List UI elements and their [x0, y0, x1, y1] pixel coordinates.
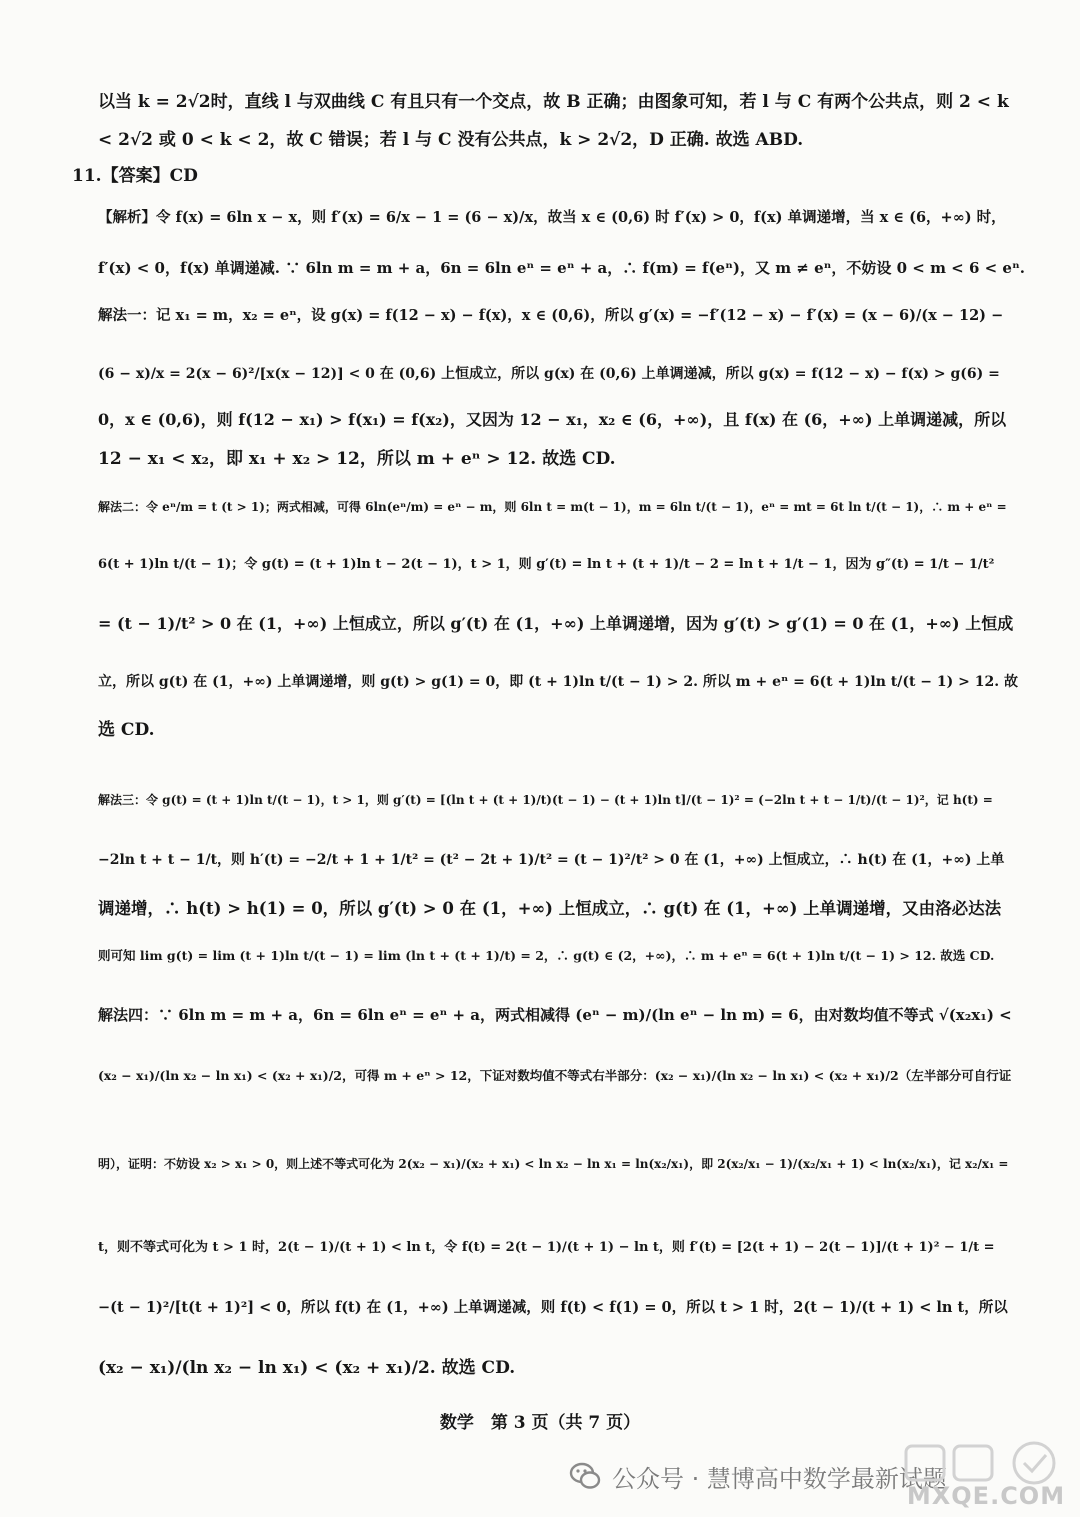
line-12: 立，所以 g(t) 在 (1，+∞) 上单调递增，则 g(t) > g(1) = 0，即 (t + 1)ln t/(t − 1) > 2. 所以 m + eⁿ = 6(t + 1)ln t/(t − 1) > 12. 故	[98, 674, 1018, 690]
line-20: 明），证明：不妨设 x₂ > x₁ > 0，则上述不等式可化为 2(x₂ − x₁)/(x₂ + x₁) < ln x₂ − ln x₁ = ln(x₂/x₁)，即 2(x₂/x₁ − 1)/(x₂/x₁ + 1) < ln(x₂/x₁)，记 x₂/x₁ =	[98, 1157, 1009, 1171]
page-footer: 数学 第 3 页（共 7 页）	[439, 1413, 641, 1433]
line-7: 0，x ∈ (0,6)，则 f(12 − x₁) > f(x₁) = f(x₂)，又因为 12 − x₁，x₂ ∈ (6，+∞)，且 f(x) 在 (6，+∞) 上单调递减，所以	[98, 410, 1007, 429]
wechat-icon	[568, 1459, 602, 1493]
line-8: 12 − x₁ < x₂，即 x₁ + x₂ > 12，所以 m + eⁿ > 12. 故选 CD.	[98, 449, 616, 469]
line-23: (x₂ − x₁)/(ln x₂ − ln x₁) < (x₂ + x₁)/2. 故选 CD.	[98, 1358, 516, 1378]
stamp-logo-icon	[898, 1440, 1074, 1486]
line-17: 则可知 lim g(t) = lim (t + 1)ln t/(t − 1) = lim (ln t + (t + 1)/t) = 2，∴ g(t) ∈ (2，+∞)，∴ m + eⁿ = 6(t + 1)ln t/(t − 1) > 12. 故选 CD.	[98, 948, 995, 963]
line-14: 解法三：令 g(t) = (t + 1)ln t/(t − 1)，t > 1，则 g′(t) = [(ln t + (t + 1)/t)(t − 1) − (t + 1)ln t]/(t − 1)² = (−2ln t + t − 1/t)/(t − 1)²，记 h(t) =	[98, 793, 993, 807]
watermark	[568, 1456, 947, 1496]
line-1: 以当 k = 2√2时，直线 l 与双曲线 C 有且只有一个交点，故 B 正确；由图象可知，若 l 与 C 有两个公共点，则 2 < k	[98, 92, 1009, 112]
line-19: (x₂ − x₁)/(ln x₂ − ln x₁) < (x₂ + x₁)/2，可得 m + eⁿ > 12，下证对数均值不等式右半部分：(x₂ − x₁)/(ln x₂ − ln x₁) < (x₂ + x₁)/2（左半部分可自行证	[98, 1068, 1012, 1083]
line-10: 6(t + 1)ln t/(t − 1)；令 g(t) = (t + 1)ln t − 2(t − 1)，t > 1，则 g′(t) = ln t + (t + 1)/t − 2 = ln t + 1/t − 1，因为 g″(t) = 1/t − 1/t²	[98, 557, 995, 572]
line-15: −2ln t + t − 1/t，则 h′(t) = −2/t + 1 + 1/t² = (t² − 2t + 1)/t² = (t − 1)²/t² > 0 在 (1，+∞) 上恒成立，∴ h(t) 在 (1，+∞) 上单	[98, 852, 1005, 868]
line-11: = (t − 1)/t² > 0 在 (1，+∞) 上恒成立，所以 g′(t) 在 (1，+∞) 上单调递增，因为 g′(t) > g′(1) = 0 在 (1，+∞) 上恒成	[98, 614, 1014, 633]
line-3: 【解析】令 f(x) = 6ln x − x，则 f′(x) = 6/x − 1 = (6 − x)/x，故当 x ∈ (0,6) 时 f′(x) > 0，f(x) 单调递增，当 x ∈ (6，+∞) 时，	[98, 209, 1006, 226]
question-11-answer: 11.【答案】CD	[72, 166, 198, 186]
line-18: 解法四：∵ 6ln m = m + a，6n = 6ln eⁿ = eⁿ + a，两式相减得 (eⁿ − m)/(ln eⁿ − ln m) = 6，由对数均值不等式 √(x₂x₁) <	[98, 1006, 1012, 1024]
line-2: < 2√2 或 0 < k < 2，故 C 错误；若 l 与 C 没有公共点，k > 2√2，D 正确. 故选 ABD.	[98, 130, 804, 150]
stamp-text: MXQE.COM	[906, 1482, 1066, 1510]
line-22: −(t − 1)²/[t(t + 1)²] < 0，所以 f(t) 在 (1，+∞) 上单调递减，则 f(t) < f(1) = 0，所以 t > 1 时，2(t − 1)/(t + 1) < ln t，所以	[98, 1299, 1008, 1316]
line-16: 调递增，∴ h(t) > h(1) = 0，所以 g′(t) > 0 在 (1，+∞) 上恒成立，∴ g(t) 在 (1，+∞) 上单调递增，又由洛必达法	[98, 899, 1002, 918]
line-9: 解法二：令 eⁿ/m = t (t > 1)；两式相减，可得 6ln(eⁿ/m) = eⁿ − m，则 6ln t = m(t − 1)，m = 6ln t/(t − 1)，eⁿ = mt = 6t ln t/(t − 1)，∴ m + eⁿ =	[98, 500, 1007, 514]
stamp-watermark	[898, 1440, 1074, 1514]
watermark-text: 公众号 · 慧博高中数学最新试题	[612, 1464, 947, 1493]
line-13: 选 CD.	[98, 720, 155, 740]
line-5: 解法一：记 x₁ = m，x₂ = eⁿ，设 g(x) = f(12 − x) − f(x)，x ∈ (0,6)，所以 g′(x) = −f′(12 − x) − f′(x) = (x − 6)/(x − 12) −	[98, 307, 1004, 324]
line-21: t，则不等式可化为 t > 1 时，2(t − 1)/(t + 1) < ln t，令 f(t) = 2(t − 1)/(t + 1) − ln t，则 f′(t) = [2(t + 1) − 2(t − 1)]/(t + 1)² − 1/t =	[98, 1240, 995, 1255]
line-4: f′(x) < 0，f(x) 单调递减. ∵ 6ln m = m + a，6n = 6ln eⁿ = eⁿ + a，∴ f(m) = f(eⁿ)，又 m ≠ eⁿ，不妨设 0 < m < 6 < eⁿ.	[98, 259, 1025, 277]
line-6: (6 − x)/x = 2(x − 6)²/[x(x − 12)] < 0 在 (0,6) 上恒成立，所以 g(x) 在 (0,6) 上单调递减，所以 g(x) = f(12 − x) − f(x) > g(6) =	[98, 366, 1000, 382]
